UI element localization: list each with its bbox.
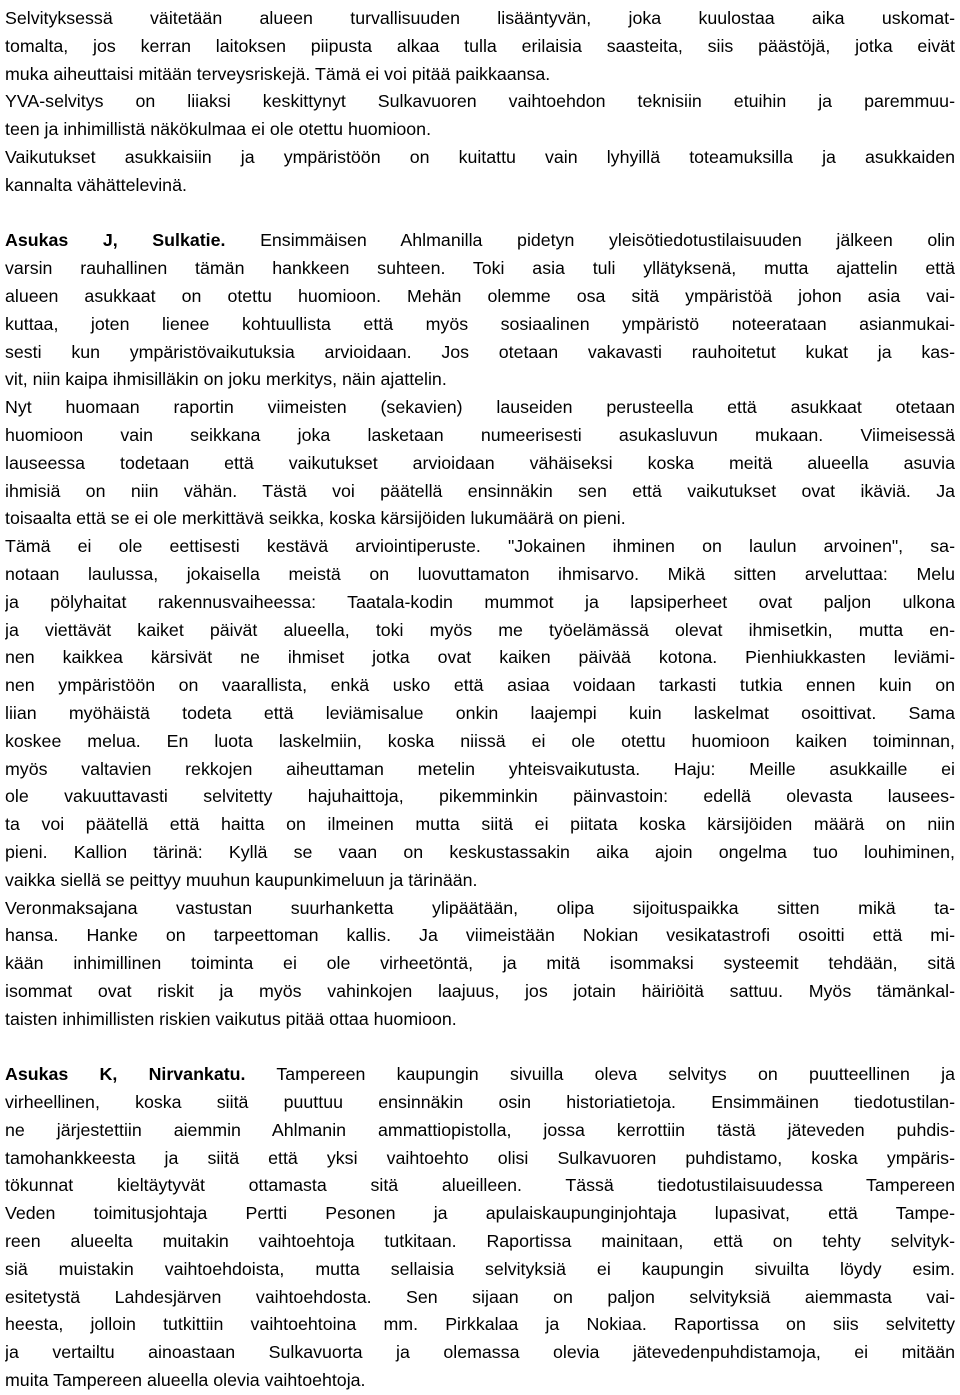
paragraph-gap	[5, 1033, 955, 1061]
text-line: ihmisiä on niin vähän. Tästä voi päätellä ensinnäkin sen että vaikutukset ovat ikäviä. Ja	[5, 480, 955, 501]
text-line: sesti kun ympäristövaikutuksia arvioidaan. Jos otetaan vakavasti rauhoitetut kukat ja kas-	[5, 341, 955, 362]
text-line: Nyt huomaan raportin viimeisten (sekavien) lauseiden perusteella että asukkaat otetaan	[5, 397, 955, 418]
text-line: alueen asukkaat on otettu huomioon. Mehän olemme osa sitä ympäristöä johon asia vai-	[5, 285, 955, 306]
paragraph-gap	[5, 200, 955, 228]
text-line: taisten inhimillisten riskien vaikutus pitää ottaa huomioon.	[5, 1008, 457, 1029]
text-line: toisaalta että se ei ole merkittävä seikka, koska kärsijöiden lukumäärä on pieni.	[5, 508, 626, 529]
text-line: tökunnat kieltäytyvät ottamasta sitä alueilleen. Tässä tiedotustilaisuudessa Tampereen	[5, 1175, 955, 1196]
text-line: ja pölyhaitat rakennusvaiheessa: Taatala-kodin mummot ja lapsiperheet ovat paljon ulkona	[5, 591, 955, 612]
text-line: ta voi päätellä että haitta on ilmeinen mutta siitä ei piitata koska kärsijöiden määrä on niin	[5, 814, 955, 835]
text-line: Vaikutukset asukkaisiin ja ympäristöön on kuitattu vain lyhyillä toteamuksilla ja asukkaiden	[5, 146, 955, 167]
statement-asukas-j	[5, 227, 955, 1033]
text-line: muka aiheuttaisi mitään terveysriskejä. Tämä ei voi pitää paikkaansa.	[5, 63, 551, 84]
text-line: heesta, jolloin tutkittiin vaihtoehtoina mm. Pirkkalaa ja Nokiaa. Raportissa on siis selvitetty	[5, 1314, 955, 1335]
speaker-name: Asukas J, Sulkatie.	[5, 230, 226, 251]
text-line: nen kaikkea kärsivät ne ihmiset jotka ovat kaiken päivää kotona. Pienhiukkasten leviämi-	[5, 647, 955, 668]
text-line: ole vakuuttavasti selvitetty hajuhaittoja, pikemminkin päinvastoin: edellä olevasta lausees-	[5, 786, 955, 807]
text-line: notaan laulussa, jokaisella meistä on luovuttamaton ihmisarvo. Mikä sitten arveluttaa: Melu	[5, 563, 955, 584]
text-line: varsin rauhallinen tämän hankkeen suhteen. Toki asia tuli yllätyksenä, mutta ajattelin että	[5, 258, 955, 279]
text-line: virheellinen, koska siitä puuttuu ensinnäkin osin historiatietoja. Ensimmäinen tiedotustilan-	[5, 1092, 955, 1113]
text-line: YVA-selvitys on liiaksi keskittynyt Sulkavuoren vaihtoehdon teknisiin etuihin ja paremmuu-	[5, 91, 955, 112]
text-line: kannalta vähättelevinä.	[5, 174, 187, 195]
text-line: tamohankkeesta ja siitä että yksi vaihtoehto olisi Sulkavuoren puhdistamo, koska ympäris-	[5, 1147, 955, 1168]
text-line: teen ja inhimillistä näkökulmaa ei ole otettu huomioon.	[5, 119, 432, 140]
text-line: Veden toimitusjohtaja Pertti Pesonen ja apulaiskaupunginjohtaja lupasivat, että Tampe-	[5, 1203, 955, 1224]
statement-asukas-k	[5, 1061, 955, 1395]
text-line: kuttaa, joten lienee kohtuullista että myös sosiaalinen ympäristö noteerataan asianmukai-	[5, 313, 955, 334]
text-line: vaikka siellä se peittyy muuhun kaupunkimeluun ja tärinään.	[5, 869, 478, 890]
text-line: siä muistakin vaihtoehdoista, mutta sellaisia selvityksiä ei kaupungin sivuilta löydy esim.	[5, 1258, 955, 1279]
text-line: isommat ovat riskit ja myös vahinkojen laajuus, jos jotain häiriöitä sattuu. Myös tämänkal-	[5, 980, 955, 1001]
text-line: ja viettävät kaiket päivät alueella, toki myös me työelämässä olevat ihmisetkin, mutta en-	[5, 619, 955, 640]
text-line: Selvityksessä väitetään alueen turvallisuuden lisääntyvän, joka kuulostaa aika uskomat-	[5, 8, 955, 28]
text-line: tomalta, jos kerran laitoksen piipusta alkaa tulla erilaisia saasteita, siis päästöjä, jotka eivät	[5, 35, 955, 56]
statement-first-line-text: Ensimmäisen Ahlmanilla pidetyn yleisötiedotustilaisuuden jälkeen olin	[225, 230, 955, 251]
text-line: huomioon vain seikkana joka lasketaan numeerisesti asukasluvun mukaan. Viimeisessä	[5, 424, 955, 445]
document-page	[5, 5, 955, 1395]
text-line: Tämä ei ole eettisesti kestävä arviointiperuste. "Jokainen ihminen on laulun arvoinen", sa-	[5, 536, 955, 557]
text-line: hansa. Hanke on tarpeettoman kallis. Ja viimeistään Nokian vesikatastrofi osoitti että mi-	[5, 925, 955, 946]
text-line: reen alueelta muitakin vaihtoehtoja tutkitaan. Raportissa mainitaan, että on tehty selvityk-	[5, 1231, 955, 1252]
intro-paragraph	[5, 5, 955, 200]
speaker-name: Asukas K, Nirvankatu.	[5, 1064, 246, 1085]
statement-first-line	[5, 227, 955, 255]
text-line: vit, niin kaipa ihmisilläkin on joku merkitys, näin ajattelin.	[5, 369, 447, 390]
text-line: nen ympäristöön on vaarallista, enkä usko että asiaa voidaan tarkasti tutkia ennen kuin on	[5, 675, 955, 696]
text-line: pieni. Kallion tärinä: Kyllä se vaan on keskustassakin aika ajoin ongelma tuo louhiminen,	[5, 841, 955, 862]
text-line: lauseessa todetaan että vaikutukset arvioidaan vähäiseksi koska meitä alueella asuvia	[5, 452, 955, 473]
text-line: ne järjestettiin aiemmin Ahlmanin ammattiopistolla, jossa kerrottiin tästä jäteveden puhdis-	[5, 1119, 955, 1140]
text-line: myös valtavien rekkojen aiheuttaman metelin yhteisvaikutusta. Haju: Meille asukkaille ei	[5, 758, 955, 779]
text-line: Veronmaksajana vastustan suurhanketta ylipäätään, olipa sijoituspaikka sitten mikä ta-	[5, 897, 955, 918]
statement-first-line-text: Tampereen kaupungin sivuilla oleva selvitys on puutteellinen ja	[245, 1064, 955, 1085]
text-line: esitetystä Lahdesjärven vaihtoehdosta. Sen sijaan on paljon selvityksiä aiemmasta vai-	[5, 1286, 955, 1307]
text-line: kään inhimillinen toiminta ei ole virheetöntä, ja mitä isommaksi systeemit tehdään, sitä	[5, 953, 955, 974]
statement-first-line	[5, 1061, 955, 1089]
text-line: ja vertailtu ainoastaan Sulkavuorta ja olemassa olevia jätevedenpuhdistamoja, ei mitään	[5, 1342, 955, 1363]
text-line: koskee melua. En luota laskelmiin, koska niissä ei ole otettu huomioon kaiken toiminnan,	[5, 730, 955, 751]
text-line: muita Tampereen alueella olevia vaihtoehtoja.	[5, 1370, 366, 1391]
text-line: liian myöhäistä todeta että leviämisalue onkin laajempi kuin laskelmat osoittivat. Sama	[5, 702, 955, 723]
